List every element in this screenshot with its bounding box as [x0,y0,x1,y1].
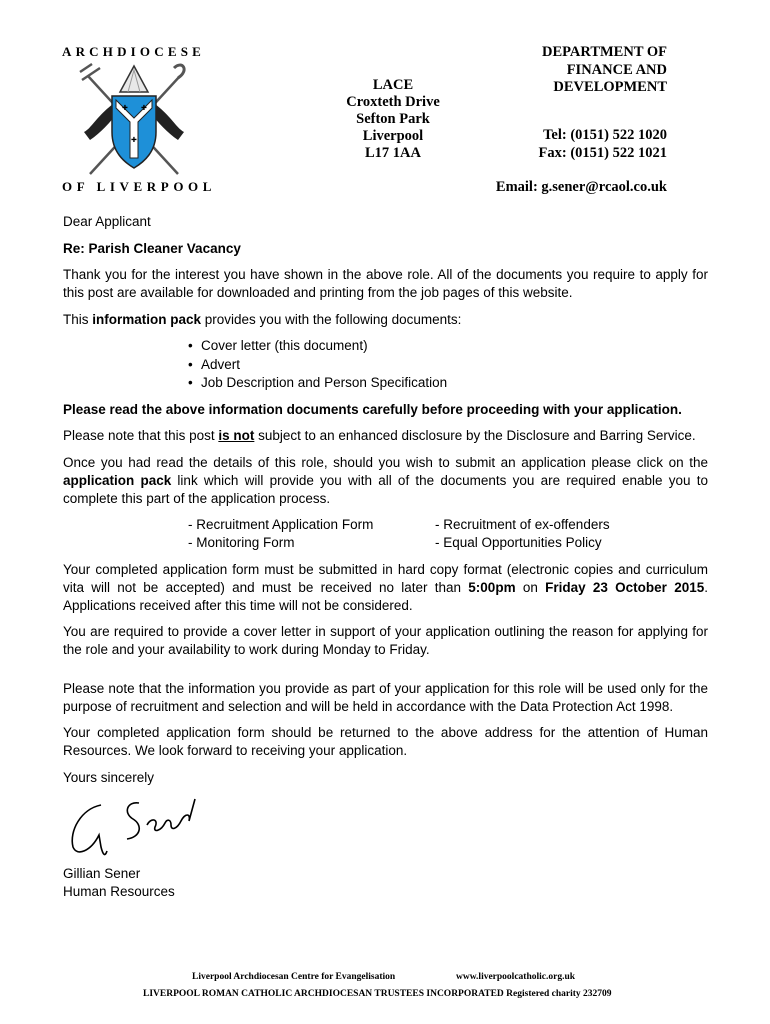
closing: Yours sincerely [63,769,155,785]
liverpool-heading: OF LIVERPOOL [62,179,217,194]
paragraph-read-carefully: Please read the above information documents carefully before proceeding with your application. [63,401,682,417]
paragraph-deadline: Your completed application form must be submitted in hard copy format (electronic copies and curriculum vita will not be accepted) and must be received no later than 5:00pm on Friday 23 October 2015. Applications received after this time will not be considered. [63,561,708,613]
paragraph-pack: This information pack provides you with the following documents: [63,311,462,327]
list-item: - Recruitment Application Form [188,517,374,532]
fax: Fax: (0151) 522 1021 [538,144,667,161]
paragraph-cover-letter: You are required to provide a cover letter in support of your application outlining the reason for applying for the role and your availability to work during Monday to Friday. [63,624,708,657]
footer-centre-name: Liverpool Archdiocesan Centre for Evangelisation [192,972,396,982]
footer-website: www.liverpoolcatholic.org.uk [456,972,576,982]
paragraph-disclosure: Please note that this post is not subject to an enhanced disclosure by the Disclosure and Barring Service. [63,428,696,443]
salutation: Dear Applicant [63,214,151,229]
list-item: • Cover letter (this document) [188,337,708,356]
information-pack-text: information pack [92,311,202,327]
footer-trustees: LIVERPOOL ROMAN CATHOLIC ARCHDIOCESAN TRUSTEES INCORPORATED Registered charity 232709 [143,989,612,999]
address-line: L17 1AA [365,145,421,161]
list-item: • Advert [188,356,708,375]
paragraph-intro: Thank you for the interest you have shown in the above role. All of the documents you require to apply for this post are available for downloaded and printing from the job pages of this website. [63,267,708,300]
paragraph-return: Your completed application form should be returned to the above address for the attention of Human Resources. We look forward to receiving your application. [63,725,708,758]
address-line: Croxteth Drive [346,94,440,110]
handwritten-signature-icon [61,791,211,861]
contact-block [440,127,667,162]
document-list [63,337,708,393]
list-item: - Monitoring Form [188,535,295,550]
letter-body [63,213,708,901]
footer-charity: Registered charity 232709 [506,989,612,999]
deadline-date: Friday 23 October 2015 [545,579,705,595]
application-pack-text: application pack [63,472,172,488]
department-line: FINANCE AND [566,61,667,78]
list-item: - Recruitment of ex-offenders [435,517,610,532]
signer-name: Gillian Sener [63,866,141,881]
department-block [470,44,667,97]
address-line: Sefton Park [356,111,430,127]
forms-list [188,516,708,552]
address-line: LACE [372,77,414,93]
paragraph-data-protection: Please note that the information you provide as part of your application for this role will be used only for the purpose of recruitment and selection and will be held in accordance with the Data Protection Act 1998. [63,680,708,714]
signer-title: Human Resources [63,884,175,899]
svg-text:✚: ✚ [122,105,128,112]
is-not-emphasis: is not [218,428,255,443]
department-line: DEPARTMENT OF [541,44,667,60]
archdiocese-heading: ARCHDIOCESE [62,44,205,59]
paragraph-application-pack: Once you had read the details of this role, should you wish to submit an application please click on the application pack link which will provide you with all of the documents you are required enable you to complete this part of the application process. [63,454,708,506]
subject-line: Re: Parish Cleaner Vacancy [63,240,241,256]
svg-text:✚: ✚ [141,105,147,112]
archdiocese-crest-icon [78,62,190,180]
list-item: - Equal Opportunities Policy [435,535,602,550]
telephone: Tel: (0151) 522 1020 [543,127,667,143]
department-line: DEVELOPMENT [553,79,667,95]
list-item: • Job Description and Person Specification [188,374,708,393]
email: Email: g.sener@rcaol.co.uk [495,179,667,195]
deadline-time: 5:00pm [468,579,516,595]
svg-text:✚: ✚ [131,137,137,144]
address-line: Liverpool [362,128,424,144]
